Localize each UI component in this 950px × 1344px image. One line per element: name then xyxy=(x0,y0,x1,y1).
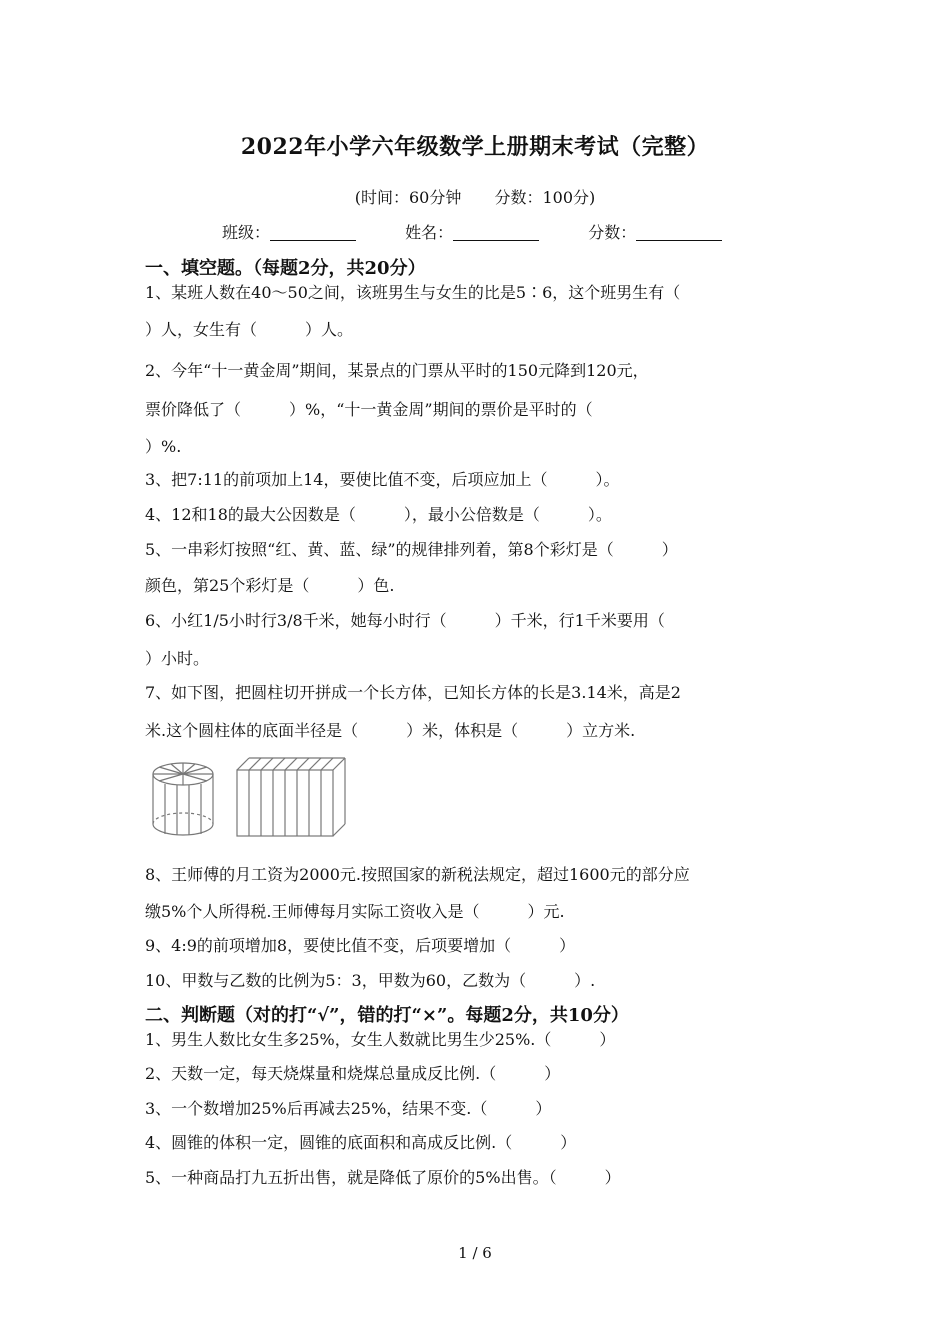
question-line: 米.这个圆柱体的底面半径是（ ）米，体积是（ ）立方米. xyxy=(145,721,636,740)
question-line: 3、把7:11的前项加上14，要使比值不变，后项应加上（ ）。 xyxy=(145,470,620,489)
exam-meta xyxy=(0,185,950,208)
question-line: ）%. xyxy=(145,437,182,456)
name-label: 姓名： xyxy=(405,223,454,242)
question-line: 颜色，第25个彩灯是（ ）色. xyxy=(145,576,395,595)
class-blank[interactable] xyxy=(270,240,356,241)
score-label: 分数： xyxy=(588,223,637,242)
question-line: 5、一种商品打九五折出售，就是降低了原价的5%出售。（ ） xyxy=(145,1168,621,1187)
name-field xyxy=(405,220,539,243)
question-line: 4、圆锥的体积一定，圆锥的底面积和高成反比例.（ ） xyxy=(145,1133,577,1152)
score-blank[interactable] xyxy=(636,240,722,241)
section-1-heading: 一、填空题。（每题2分，共20分） xyxy=(145,258,426,279)
page-title: 2022年小学六年级数学上册期末考试（完整） xyxy=(240,134,710,160)
question-line: 5、一串彩灯按照“红、黄、蓝、绿”的规律排列着，第8个彩灯是（ ） xyxy=(145,540,678,559)
cylinder-bottom-back xyxy=(153,813,213,824)
question-line: 票价降低了（ ）%，“十一黄金周”期间的票价是平时的（ xyxy=(145,400,593,419)
question-line: ）人，女生有（ ）人。 xyxy=(145,320,354,339)
question-line: 3、一个数增加25%后再减去25%，结果不变.（ ） xyxy=(145,1099,552,1118)
class-label: 班级： xyxy=(222,223,271,242)
score-field xyxy=(588,220,722,243)
question-line: 2、今年“十一黄金周”期间，某景点的门票从平时的150元降到120元， xyxy=(145,361,649,380)
section-2-heading: 二、判断题（对的打“√”，错的打“×”。每题2分，共10分） xyxy=(145,1005,629,1026)
student-info xyxy=(222,220,766,243)
name-blank[interactable] xyxy=(453,240,539,241)
question-line: 8、王师傅的月工资为2000元.按照国家的新税法规定，超过1600元的部分应 xyxy=(145,865,690,884)
question-line: 缴5%个人所得税.王师傅每月实际工资收入是（ ）元. xyxy=(145,902,565,921)
question-line: 2、天数一定，每天烧煤量和烧煤总量成反比例.（ ） xyxy=(145,1064,561,1083)
cylinder-cuboid-figure xyxy=(145,752,355,846)
class-field xyxy=(222,220,356,243)
question-line: 1、某班人数在40～50之间，该班男生与女生的比是5∶6，这个班男生有（ xyxy=(145,283,681,302)
question-line: 6、小红1/5小时行3/8千米，她每小时行（ ）千米，行1千米要用（ xyxy=(145,611,665,630)
question-line: 7、如下图，把圆柱切开拼成一个长方体，已知长方体的长是3.14米，高是2 xyxy=(145,683,681,702)
question-line: 10、甲数与乙数的比例为5：3，甲数为60，乙数为（ ）. xyxy=(145,971,596,990)
question-line: 9、4:9的前项增加8，要使比值不变，后项要增加（ ） xyxy=(145,936,576,955)
question-line: ）小时。 xyxy=(145,649,210,668)
question-line: 1、男生人数比女生多25%，女生人数就比男生少25%.（ ） xyxy=(145,1030,616,1049)
exam-time: (时间：60分钟 xyxy=(354,188,462,207)
exam-total-score: 分数：100分) xyxy=(494,188,596,207)
question-line: 4、12和18的最大公因数是（ ），最小公倍数是（ ）。 xyxy=(145,505,612,524)
page-number: 1 / 6 xyxy=(458,1244,492,1262)
cylinder-cuboid-drawing xyxy=(145,752,355,842)
cylinder-bottom-front xyxy=(153,824,213,835)
